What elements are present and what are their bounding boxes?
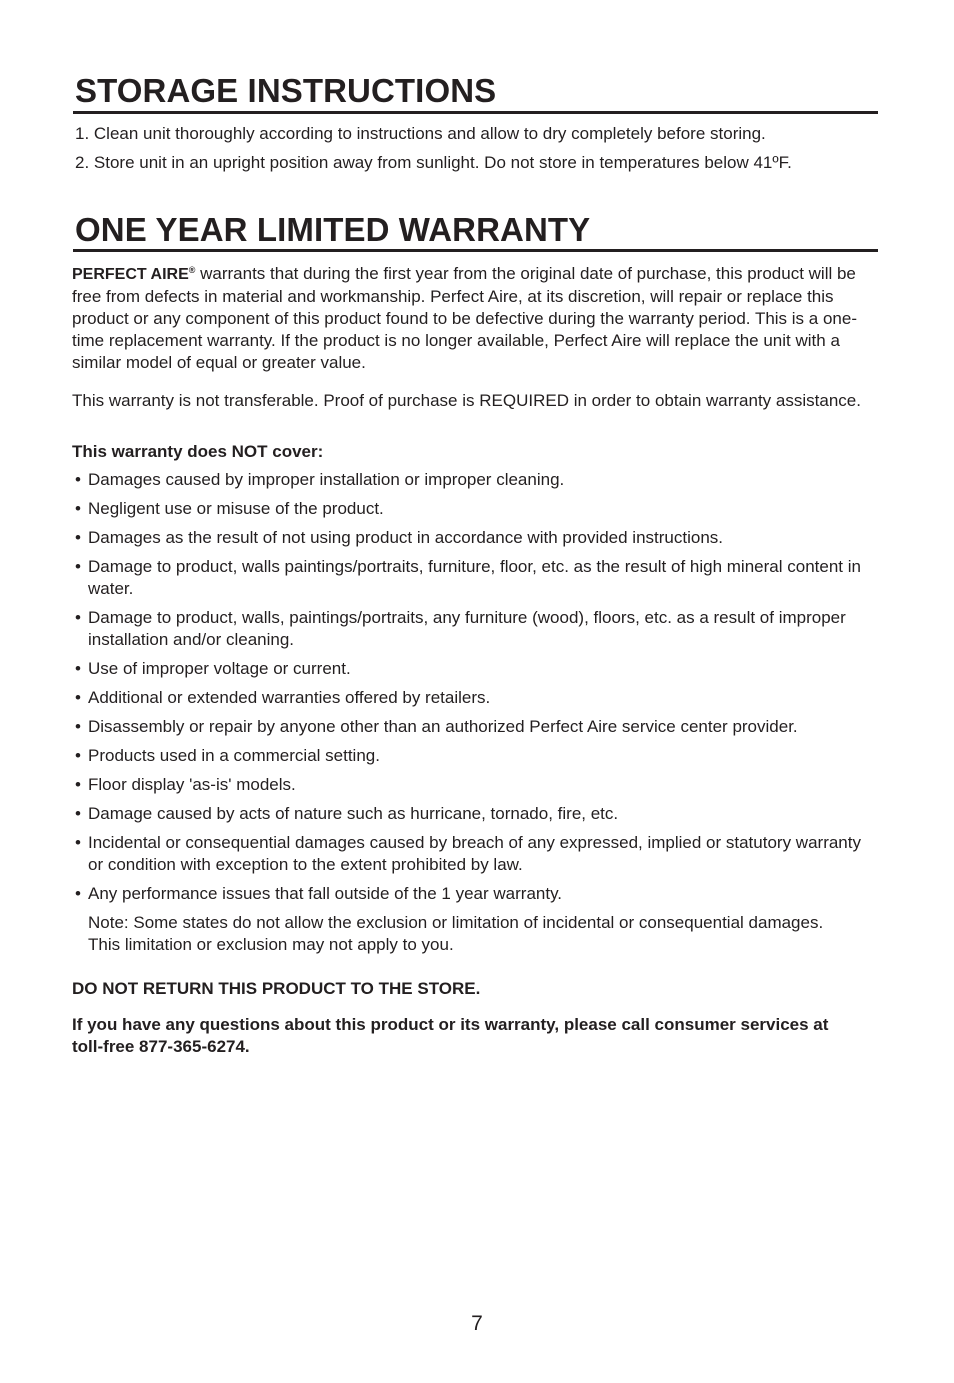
bullet-icon: • — [75, 775, 81, 794]
exclusion-item — [75, 687, 875, 709]
exclusion-text: Negligent use or misuse of the product. — [88, 499, 384, 518]
bullet-icon: • — [75, 717, 81, 736]
exclusion-item — [75, 774, 875, 796]
bullet-icon: • — [75, 884, 81, 903]
exclusion-item — [75, 498, 875, 520]
storage-item-2: 2. Store unit in an upright position away from sunlight. Do not store in temperatures below 41ºF. — [75, 153, 792, 172]
warranty-heading: ONE YEAR LIMITED WARRANTY — [75, 211, 591, 248]
bullet-icon: • — [75, 528, 81, 547]
exclusion-item — [75, 883, 875, 905]
exclusion-item — [75, 745, 875, 767]
warranty-heading-rule — [73, 249, 878, 252]
exclusion-text: Damage caused by acts of nature such as hurricane, tornado, fire, etc. — [88, 804, 619, 823]
bullet-icon: • — [75, 499, 81, 518]
exclusion-item — [75, 469, 875, 491]
exclusion-note: Note: Some states do not allow the exclusion or limitation of incidental or consequential damages. This limitation or exclusion may not apply to you. — [88, 913, 824, 954]
bullet-icon: • — [75, 470, 81, 489]
exclusion-text: Damages caused by improper installation or improper cleaning. — [88, 470, 565, 489]
storage-heading: STORAGE INSTRUCTIONS — [75, 72, 497, 109]
bullet-icon: • — [75, 804, 81, 823]
exclusion-text: Floor display 'as-is' models. — [88, 775, 296, 794]
bullet-icon: • — [75, 688, 81, 707]
bullet-icon: • — [75, 608, 81, 627]
warranty-intro-text: warrants that during the first year from the original date of purchase, this product will be free from defects in material and workmanship. Perfect Aire, at its discretion, will repair or replace this product or any component of this product found to be defective during the warranty period. This is a one-time replacement warranty. If the product is no longer available, Perfect Aire will replace the unit with a similar model of equal or greater value. — [72, 264, 857, 372]
do-not-return-notice: DO NOT RETURN THIS PRODUCT TO THE STORE. — [72, 979, 481, 998]
exclusion-text: Any performance issues that fall outside of the 1 year warranty. — [88, 884, 563, 903]
exclusion-text: Incidental or consequential damages caused by breach of any expressed, implied or statutory warranty or condition with exception to the extent prohibited by law. — [88, 833, 861, 874]
bullet-icon: • — [75, 557, 81, 576]
exclusion-list — [75, 469, 875, 956]
exclusion-item — [75, 716, 875, 738]
exclusion-item — [75, 803, 875, 825]
exclusion-item — [75, 527, 875, 549]
bullet-icon: • — [75, 659, 81, 678]
brand-name: PERFECT AIRE — [72, 266, 189, 283]
bullet-icon: • — [75, 746, 81, 765]
bullet-icon: • — [75, 833, 81, 852]
storage-heading-rule — [73, 111, 878, 114]
transferability-paragraph: This warranty is not transferable. Proof of purchase is REQUIRED in order to obtain warranty assistance. — [72, 391, 861, 410]
exclusion-text: Damage to product, walls paintings/portraits, furniture, floor, etc. as the result of high mineral content in water. — [88, 557, 861, 598]
exclusion-text: Disassembly or repair by anyone other than an authorized Perfect Aire service center provider. — [88, 717, 798, 736]
registered-trademark: ® — [188, 265, 196, 275]
exclusion-text: Damages as the result of not using product in accordance with provided instructions. — [88, 528, 724, 547]
storage-item-1: 1. Clean unit thoroughly according to instructions and allow to dry completely before storing. — [75, 124, 766, 143]
exclusion-item — [75, 658, 875, 680]
exclusion-text: Use of improper voltage or current. — [88, 659, 351, 678]
warranty-intro-paragraph — [72, 259, 872, 374]
exclusion-item — [75, 607, 875, 651]
page-number: 7 — [471, 1312, 483, 1335]
contact-notice: If you have any questions about this product or its warranty, please call consumer services at toll-free 877-365-6274. — [72, 1015, 829, 1056]
exclusion-item — [75, 556, 875, 600]
exclusion-text: Additional or extended warranties offered by retailers. — [88, 688, 491, 707]
not-covered-heading: This warranty does NOT cover: — [72, 442, 324, 461]
exclusion-text: Products used in a commercial setting. — [88, 746, 380, 765]
exclusion-text: Damage to product, walls, paintings/portraits, any furniture (wood), floors, etc. as a result of improper installation and/or cleaning. — [88, 608, 846, 649]
exclusion-item — [75, 832, 875, 876]
